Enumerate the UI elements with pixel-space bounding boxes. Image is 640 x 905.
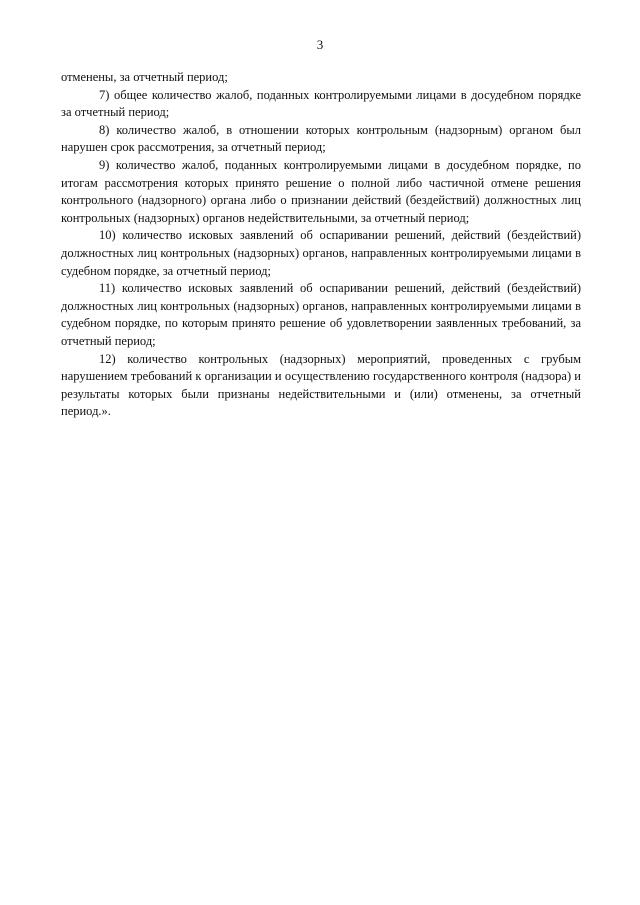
list-item-11: 11) количество исковых заявлений об оспаривании решений, действий (бездействий) должностных лиц контрольных (надзорных) органов, направленных контролируемыми лицами в судебном порядке, по которым принято решение об удовлетворении заявленных требований, за отчетный период; <box>61 281 581 348</box>
continuation-line: отменены, за отчетный период; <box>61 70 228 84</box>
document-body <box>61 69 581 421</box>
list-item-8: 8) количество жалоб, в отношении которых контрольным (надзорным) органом был нарушен срок рассмотрения, за отчетный период; <box>61 122 581 155</box>
list-item-7: 7) общее количество жалоб, поданных контролируемыми лицами в досудебном порядке за отчетный период; <box>61 87 581 120</box>
list-item-10: 10) количество исковых заявлений об оспаривании решений, действий (бездействий) должностных лиц контрольных (надзорных) органов, направленных контролируемыми лицами в судебном порядке, за отчетный период; <box>61 228 581 278</box>
page-number: 3 <box>316 37 324 52</box>
list-item-9: 9) количество жалоб, поданных контролируемыми лицами в досудебном порядке, по итогам рассмотрения которых принято решение о полной либо частичной отмене решения контрольного (надзорного) органа либо о признании действий (бездействий) должностных лиц контрольных (надзорных) органов недействительными, за отчетный период; <box>61 157 581 225</box>
list-item-12: 12) количество контрольных (надзорных) мероприятий, проведенных с грубым нарушением требований к организации и осуществлению государственного контроля (надзора) и результаты которых были признаны недействительными и (или) отменены, за отчетный период.». <box>61 351 581 419</box>
